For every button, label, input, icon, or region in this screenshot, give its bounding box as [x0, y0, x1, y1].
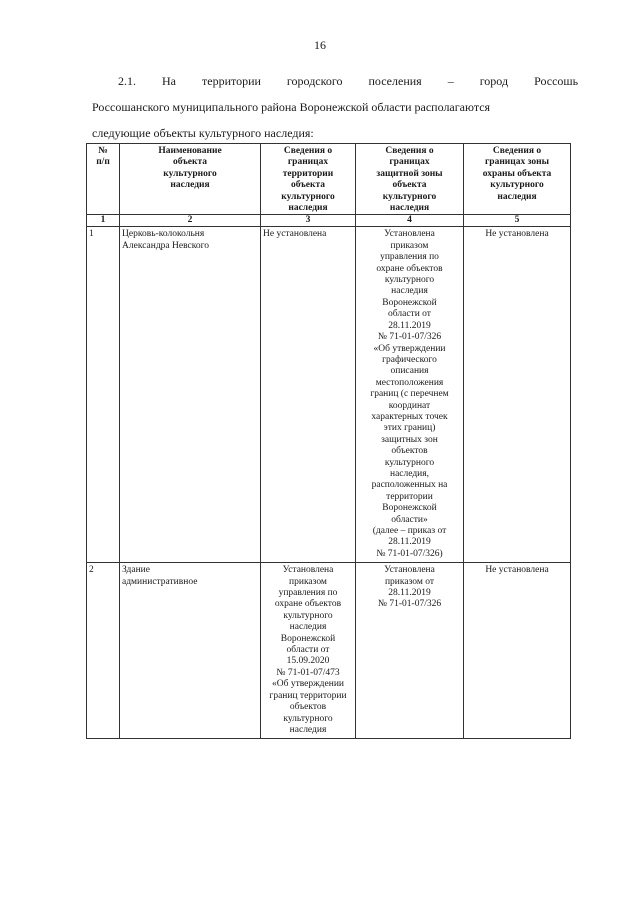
row-number: 1	[87, 227, 120, 563]
table-header-row	[87, 144, 571, 215]
intro-paragraph	[92, 68, 579, 146]
intro-word: территории	[202, 74, 261, 88]
row-number: 2	[87, 563, 120, 739]
intro-line-1	[92, 68, 579, 94]
intro-word: 2.1.	[118, 74, 136, 88]
intro-word: Россошь	[534, 74, 579, 88]
header-protective-zone: Сведения о границах защитной зоны объекта культурного наследия	[356, 144, 464, 215]
protective-zone: Установлена приказом управления по охране объектов культурного наследия Воронежской области от 28.11.2019 № 71-01-07/326 «Об утверждении графического описания местоположения границ (с перечнем координат характерных точек этих границ) защитных зон объектов культурного наследия, расположенных на территории Воронежской области» (далее – приказ от 28.11.2019 № 71-01-07/326)	[356, 227, 464, 563]
header-territory-bounds: Сведения о границах территории объекта культурного наследия	[261, 144, 356, 215]
intro-word: городского	[286, 74, 343, 88]
intro-word: поселения	[368, 74, 422, 88]
column-number: 4	[356, 215, 464, 227]
column-number-row	[87, 215, 571, 227]
page-number: 16	[314, 38, 326, 52]
table-row	[87, 563, 571, 739]
territory-bounds: Установлена приказом управления по охране объектов культурного наследия Воронежской области от 15.09.2020 № 71-01-07/473 «Об утверждении границ территории объектов культурного наследия	[261, 563, 356, 739]
intro-word: На	[162, 74, 176, 88]
intro-line-3: следующие объекты культурного наследия:	[92, 126, 314, 140]
territory-bounds: Не установлена	[261, 227, 356, 563]
header-num: № п/п	[87, 144, 120, 215]
intro-word: –	[447, 74, 454, 88]
header-protection-zone: Сведения о границах зоны охраны объекта культурного наследия	[464, 144, 571, 215]
object-name: Здание административное	[120, 563, 261, 739]
column-number: 1	[87, 215, 120, 227]
column-number: 3	[261, 215, 356, 227]
intro-word: город	[479, 74, 509, 88]
table-row	[87, 227, 571, 563]
heritage-objects-table	[86, 143, 571, 739]
protection-zone: Не установлена	[464, 227, 571, 563]
column-number: 2	[120, 215, 261, 227]
header-object-name: Наименование объекта культурного наследия	[120, 144, 261, 215]
object-name: Церковь-колокольня Александра Невского	[120, 227, 261, 563]
protective-zone: Установлена приказом от 28.11.2019 № 71-01-07/326	[356, 563, 464, 739]
column-number: 5	[464, 215, 571, 227]
intro-line-2: Россошанского муниципального района Воронежской области располагаются	[92, 100, 491, 114]
protection-zone: Не установлена	[464, 563, 571, 739]
